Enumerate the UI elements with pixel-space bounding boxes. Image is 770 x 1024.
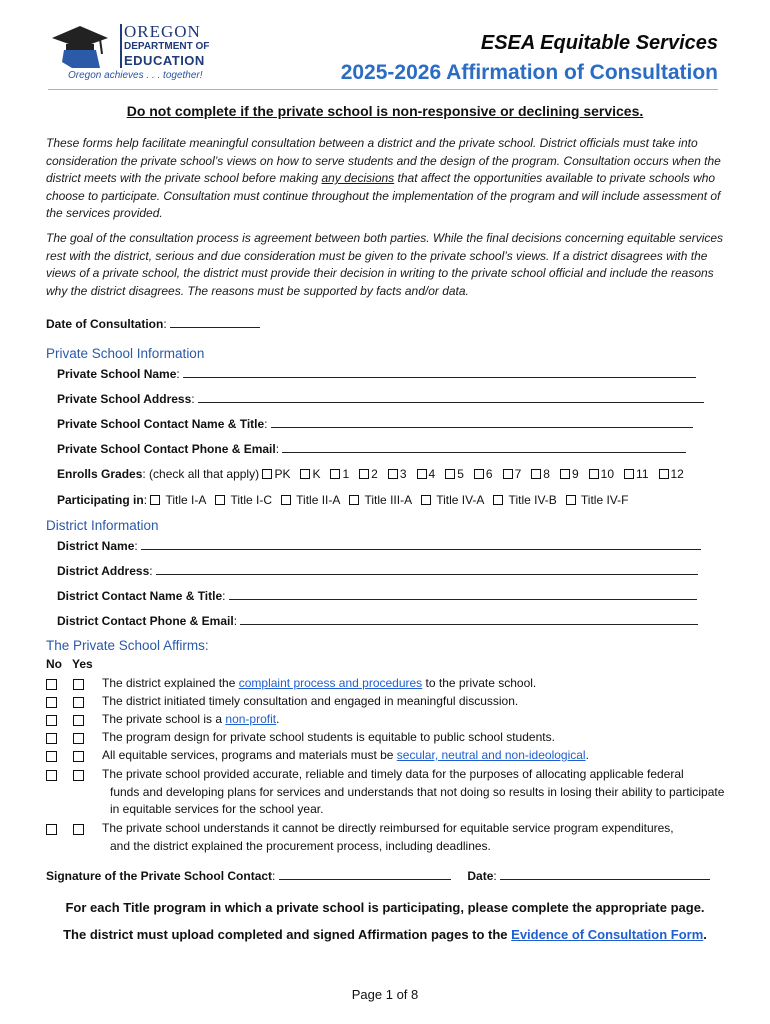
affirm-text — [102, 820, 736, 855]
affirm-reference-link[interactable]: secular, neutral and non-ideological — [396, 748, 586, 762]
column-no: No — [46, 657, 62, 671]
private-school-address-field[interactable]: Private School Address: — [57, 391, 704, 406]
affirm-statement: The district explained the — [102, 676, 239, 690]
affirm-choice — [46, 768, 100, 786]
affirm-text — [102, 729, 736, 747]
date-input-line[interactable] — [170, 316, 260, 328]
title-label: Title II-A — [293, 493, 341, 507]
title-label: Title IV-A — [433, 493, 485, 507]
checkbox-icon[interactable] — [445, 469, 455, 479]
participating-in-label: Participating in — [57, 493, 144, 507]
title-option-title-iv-b[interactable] — [493, 493, 556, 507]
private-school-contact-label: Private School Contact Name & Title — [57, 417, 265, 431]
grade-option-8[interactable] — [531, 467, 550, 481]
district-phone-line[interactable] — [240, 613, 698, 625]
grade-option-3[interactable] — [388, 467, 407, 481]
oregon-state-graduate-icon — [50, 24, 116, 70]
affirm-reference-link[interactable]: non-profit — [225, 712, 277, 726]
grade-label: 8 — [543, 467, 550, 481]
district-contact-field[interactable]: District Contact Name & Title: — [57, 588, 697, 603]
checkbox-icon[interactable] — [281, 495, 291, 505]
page-subtitle: 2025-2026 Affirmation of Consultation — [340, 61, 718, 84]
grade-option-1[interactable] — [330, 467, 349, 481]
grade-label: 7 — [514, 467, 522, 481]
title-label: Title I-A — [162, 493, 207, 507]
affirm-no-checkbox[interactable] — [46, 733, 57, 744]
logo-tagline: Oregon achieves . . . together! — [68, 70, 203, 81]
ode-logo — [50, 20, 230, 88]
grade-option-12[interactable] — [659, 467, 684, 481]
instruction-2-text: The district must upload completed and signed Affirmation pages to the — [63, 927, 512, 942]
checkbox-icon[interactable] — [421, 495, 431, 505]
private-school-address-line[interactable] — [198, 391, 704, 403]
affirm-statement: The private school is a — [102, 712, 226, 726]
district-address-label: District Address — [57, 564, 150, 578]
intro-paragraph-2: The goal of the consultation process is agreement between both parties. While the final decisions concerning equitable services rest with the district, serious and due consideration must be given to the private school’s views. If a district disagrees with the views of a private school, the district must provide their decision in writing to the private school official and include the reasons why the district disagrees. The reasons must be supported by facts and/or data. — [46, 231, 724, 298]
logo-oregon-text: OREGON — [124, 22, 201, 41]
district-phone-label: District Contact Phone & Email — [57, 614, 234, 628]
grade-label: 11 — [636, 467, 649, 481]
grade-option-2[interactable] — [359, 467, 378, 481]
private-school-contact-line[interactable] — [271, 416, 693, 428]
affirm-no-checkbox[interactable] — [46, 715, 57, 726]
header-divider — [48, 89, 718, 90]
enrolls-grades-label: Enrolls Grades — [57, 467, 143, 481]
checkbox-icon[interactable] — [624, 469, 634, 479]
grade-option-10[interactable] — [589, 467, 614, 481]
private-school-phone-field[interactable]: Private School Contact Phone & Email: — [57, 441, 686, 456]
grade-label: 5 — [457, 467, 464, 481]
title-label: Title III-A — [361, 493, 413, 507]
affirm-yes-checkbox[interactable] — [73, 715, 84, 726]
affirms-heading: The Private School Affirms: — [46, 638, 209, 653]
checkbox-icon[interactable] — [215, 495, 225, 505]
affirm-statement-end: . — [585, 748, 589, 762]
instruction-line-1: For each Title program in which a private school is participating, please complete the appropriate page. — [65, 900, 705, 915]
signature-line[interactable] — [279, 868, 451, 880]
signature-date-label: Date — [467, 869, 494, 883]
affirm-statement-continued: and the district explained the procurement process, including deadlines. — [110, 838, 491, 853]
district-contact-label: District Contact Name & Title — [57, 589, 223, 603]
affirm-statement-continued: funds and developing plans for services and understands that not doing so results in losing their ability to participate in equitable services for the school year. — [110, 784, 725, 816]
checkbox-icon[interactable] — [474, 469, 484, 479]
private-school-phone-label: Private School Contact Phone & Email — [57, 442, 276, 456]
checkbox-icon[interactable] — [262, 469, 272, 479]
intro-p1-text-end: that affect the opportunities available to private schools who choose to participate. Consultation must continue throughout the implementation of the program and will include assessment of the services provided. — [46, 171, 721, 220]
checkbox-icon[interactable] — [560, 469, 570, 479]
grade-label: 6 — [485, 467, 493, 481]
checkbox-icon[interactable] — [417, 469, 427, 479]
title-option-title-i-c[interactable] — [215, 493, 272, 507]
checkbox-icon[interactable] — [300, 469, 310, 479]
checkbox-icon[interactable] — [330, 469, 340, 479]
affirm-statement-end: . — [276, 712, 280, 726]
affirm-yes-checkbox[interactable] — [73, 679, 84, 690]
grade-label: 12 — [670, 467, 684, 481]
affirm-statement: The program design for private school students is equitable to public school students. — [102, 730, 555, 744]
affirm-statement: The private school provided accurate, reliable and timely data for the purposes of allocating applicable federal — [102, 767, 684, 781]
page-number: Page 1 of 8 — [351, 987, 419, 1002]
grade-option-4[interactable] — [417, 467, 436, 481]
checkbox-icon[interactable] — [566, 495, 576, 505]
private-school-name-line[interactable] — [183, 366, 696, 378]
logo-divider — [120, 24, 122, 68]
checkbox-icon[interactable] — [659, 469, 669, 479]
affirm-no-checkbox[interactable] — [46, 824, 57, 835]
district-heading: District Information — [46, 518, 159, 533]
grade-label: 10 — [600, 467, 615, 481]
checkbox-icon[interactable] — [150, 495, 160, 505]
date-label: Date of Consultation — [46, 317, 164, 331]
title-option-title-ii-a[interactable] — [281, 493, 340, 507]
affirm-reference-link[interactable]: complaint process and procedures — [238, 676, 423, 690]
affirm-choice — [46, 713, 100, 731]
grade-label: 4 — [428, 467, 436, 481]
signature-row: Signature of the Private School Contact: Date: — [46, 868, 710, 883]
title-option-title-i-a[interactable] — [150, 493, 206, 507]
affirms-column-headers — [46, 657, 103, 671]
instruction-line-2 — [0, 927, 770, 942]
affirm-choice — [46, 677, 100, 695]
affirm-text — [102, 766, 736, 819]
title-label: Title IV-F — [577, 493, 629, 507]
checkbox-icon[interactable] — [359, 469, 369, 479]
grade-label: 9 — [571, 467, 579, 481]
title-option-title-iv-a[interactable] — [421, 493, 484, 507]
title-option-title-iv-f[interactable] — [566, 493, 629, 507]
affirm-statement: All equitable services, programs and materials must be — [102, 748, 397, 762]
affirm-yes-checkbox[interactable] — [73, 824, 84, 835]
logo-education-text: EDUCATION — [124, 53, 205, 68]
affirm-no-checkbox[interactable] — [46, 770, 57, 781]
warning-notice: Do not complete if the private school is non-responsive or declining services. — [126, 103, 644, 119]
district-address-line[interactable] — [156, 563, 698, 575]
grade-label: PK — [274, 467, 291, 481]
signature-date-line[interactable] — [500, 868, 710, 880]
column-yes: Yes — [72, 657, 93, 671]
checkbox-icon[interactable] — [503, 469, 513, 479]
private-school-name-field[interactable]: Private School Name: — [57, 366, 696, 381]
affirm-text — [102, 693, 736, 711]
instruction-2-end: . — [703, 927, 707, 942]
affirm-no-checkbox[interactable] — [46, 751, 57, 762]
grade-option-5[interactable] — [445, 467, 464, 481]
affirm-choice — [46, 695, 100, 713]
checkbox-icon[interactable] — [493, 495, 503, 505]
participating-in-row: Participating in: Title I-A Title I-C Title II-A Title III-A Title IV-A Title IV-B Title IV-F — [57, 493, 637, 507]
checkbox-icon[interactable] — [589, 469, 599, 479]
district-address-field[interactable]: District Address: — [57, 563, 698, 578]
grade-option-7[interactable] — [503, 467, 522, 481]
page-title: ESEA Equitable Services — [480, 32, 718, 54]
evidence-of-consultation-link[interactable]: Evidence of Consultation Form — [511, 927, 704, 942]
grade-option-9[interactable] — [560, 467, 579, 481]
affirm-choice — [46, 822, 100, 840]
grade-option-11[interactable] — [624, 467, 648, 481]
signature-label: Signature of the Private School Contact — [46, 869, 273, 883]
grade-label: 2 — [371, 467, 378, 481]
logo-department-text: DEPARTMENT OF — [124, 41, 210, 52]
district-name-label: District Name — [57, 539, 135, 553]
affirm-no-checkbox[interactable] — [46, 679, 57, 690]
intro-p1-text: These forms help facilitate meaningful consultation between a district and the private school. District officials must take into consideration the private school’s views on how to serve students and the design of the program. Consultation occurs when the district meets with the private school before making — [46, 136, 721, 185]
title-checkboxes — [150, 493, 637, 507]
affirm-text — [102, 675, 736, 693]
grade-label: K — [312, 467, 321, 481]
district-name-line[interactable] — [141, 538, 701, 550]
private-school-contact-field[interactable]: Private School Contact Name & Title: — [57, 416, 693, 431]
affirm-statement: The district initiated timely consultation and engaged in meaningful discussion. — [102, 694, 519, 708]
grade-option-pk[interactable] — [262, 467, 290, 481]
affirm-no-checkbox[interactable] — [46, 697, 57, 708]
grade-label: 3 — [399, 467, 407, 481]
checkbox-icon[interactable] — [388, 469, 398, 479]
affirm-statement-end: to the private school. — [422, 676, 537, 690]
affirm-yes-checkbox[interactable] — [73, 697, 84, 708]
title-label: Title IV-B — [505, 493, 557, 507]
enrolls-grades-hint: (check all that apply) — [149, 467, 260, 481]
title-option-title-iii-a[interactable] — [349, 493, 412, 507]
affirm-yes-checkbox[interactable] — [73, 733, 84, 744]
affirm-text — [102, 747, 736, 765]
affirm-yes-checkbox[interactable] — [73, 770, 84, 781]
district-name-field[interactable]: District Name: — [57, 538, 701, 553]
district-contact-line[interactable] — [229, 588, 697, 600]
private-school-phone-line[interactable] — [282, 441, 686, 453]
intro-p1-emphasis: any decisions — [321, 171, 395, 185]
private-school-name-label: Private School Name — [57, 367, 177, 381]
grade-label: 1 — [342, 467, 350, 481]
affirm-yes-checkbox[interactable] — [73, 751, 84, 762]
affirm-statement: The private school understands it cannot be directly reimbursed for equitable service program expenditures, — [102, 821, 674, 835]
private-school-heading: Private School Information — [46, 346, 205, 361]
affirm-text — [102, 711, 736, 729]
grade-checkboxes — [262, 467, 693, 481]
affirm-choice — [46, 749, 100, 767]
enrolls-grades-row: Enrolls Grades: (check all that apply) PK K 1 2 3 4 5 6 7 8 9 10 11 12 — [57, 467, 694, 481]
date-of-consultation-field[interactable]: Date of Consultation: — [46, 316, 260, 331]
checkbox-icon[interactable] — [349, 495, 359, 505]
affirm-choice — [46, 731, 100, 749]
grade-option-k[interactable] — [300, 467, 320, 481]
checkbox-icon[interactable] — [531, 469, 541, 479]
district-phone-field[interactable]: District Contact Phone & Email: — [57, 613, 698, 628]
private-school-address-label: Private School Address — [57, 392, 192, 406]
intro-paragraph-1 — [46, 135, 730, 223]
title-label: Title I-C — [227, 493, 273, 507]
grade-option-6[interactable] — [474, 467, 493, 481]
